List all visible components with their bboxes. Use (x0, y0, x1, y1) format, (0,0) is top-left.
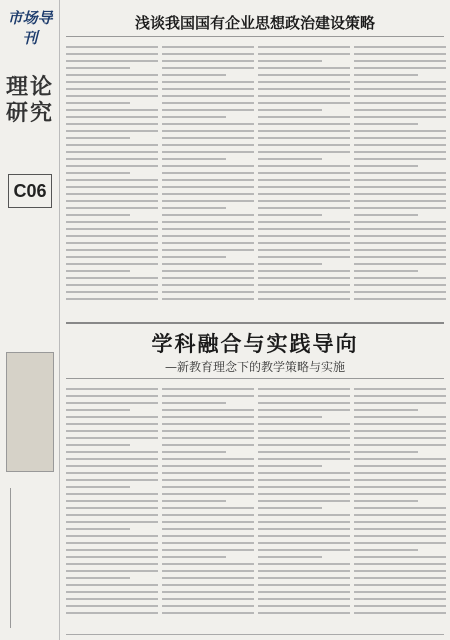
article-main (66, 8, 444, 320)
footer-rule (66, 634, 444, 635)
article-title: 学科融合与实践导向 (151, 332, 359, 356)
article-title: 浅谈我国国有企业思想政治建设策略 (134, 14, 375, 32)
title-rule (66, 378, 444, 379)
article-divider (66, 322, 444, 324)
article-secondary (66, 328, 444, 634)
article-subtitle: —新教育理念下的教学策略与实施 (164, 360, 345, 374)
sidebar-footer-banner (10, 488, 51, 628)
masthead-logo: 市场导刊 (7, 9, 53, 47)
text-column (162, 46, 254, 305)
page-number-badge: C06 (8, 174, 52, 208)
text-column (354, 46, 446, 305)
sidebar (0, 0, 60, 640)
sidebar-feature-box (6, 352, 54, 472)
text-column (66, 46, 158, 305)
text-column (354, 388, 446, 619)
text-column (66, 388, 158, 619)
title-rule (66, 36, 444, 37)
text-column (258, 46, 350, 305)
column-name: 理论研究 (6, 74, 55, 126)
text-column (162, 388, 254, 619)
text-column (258, 388, 350, 619)
